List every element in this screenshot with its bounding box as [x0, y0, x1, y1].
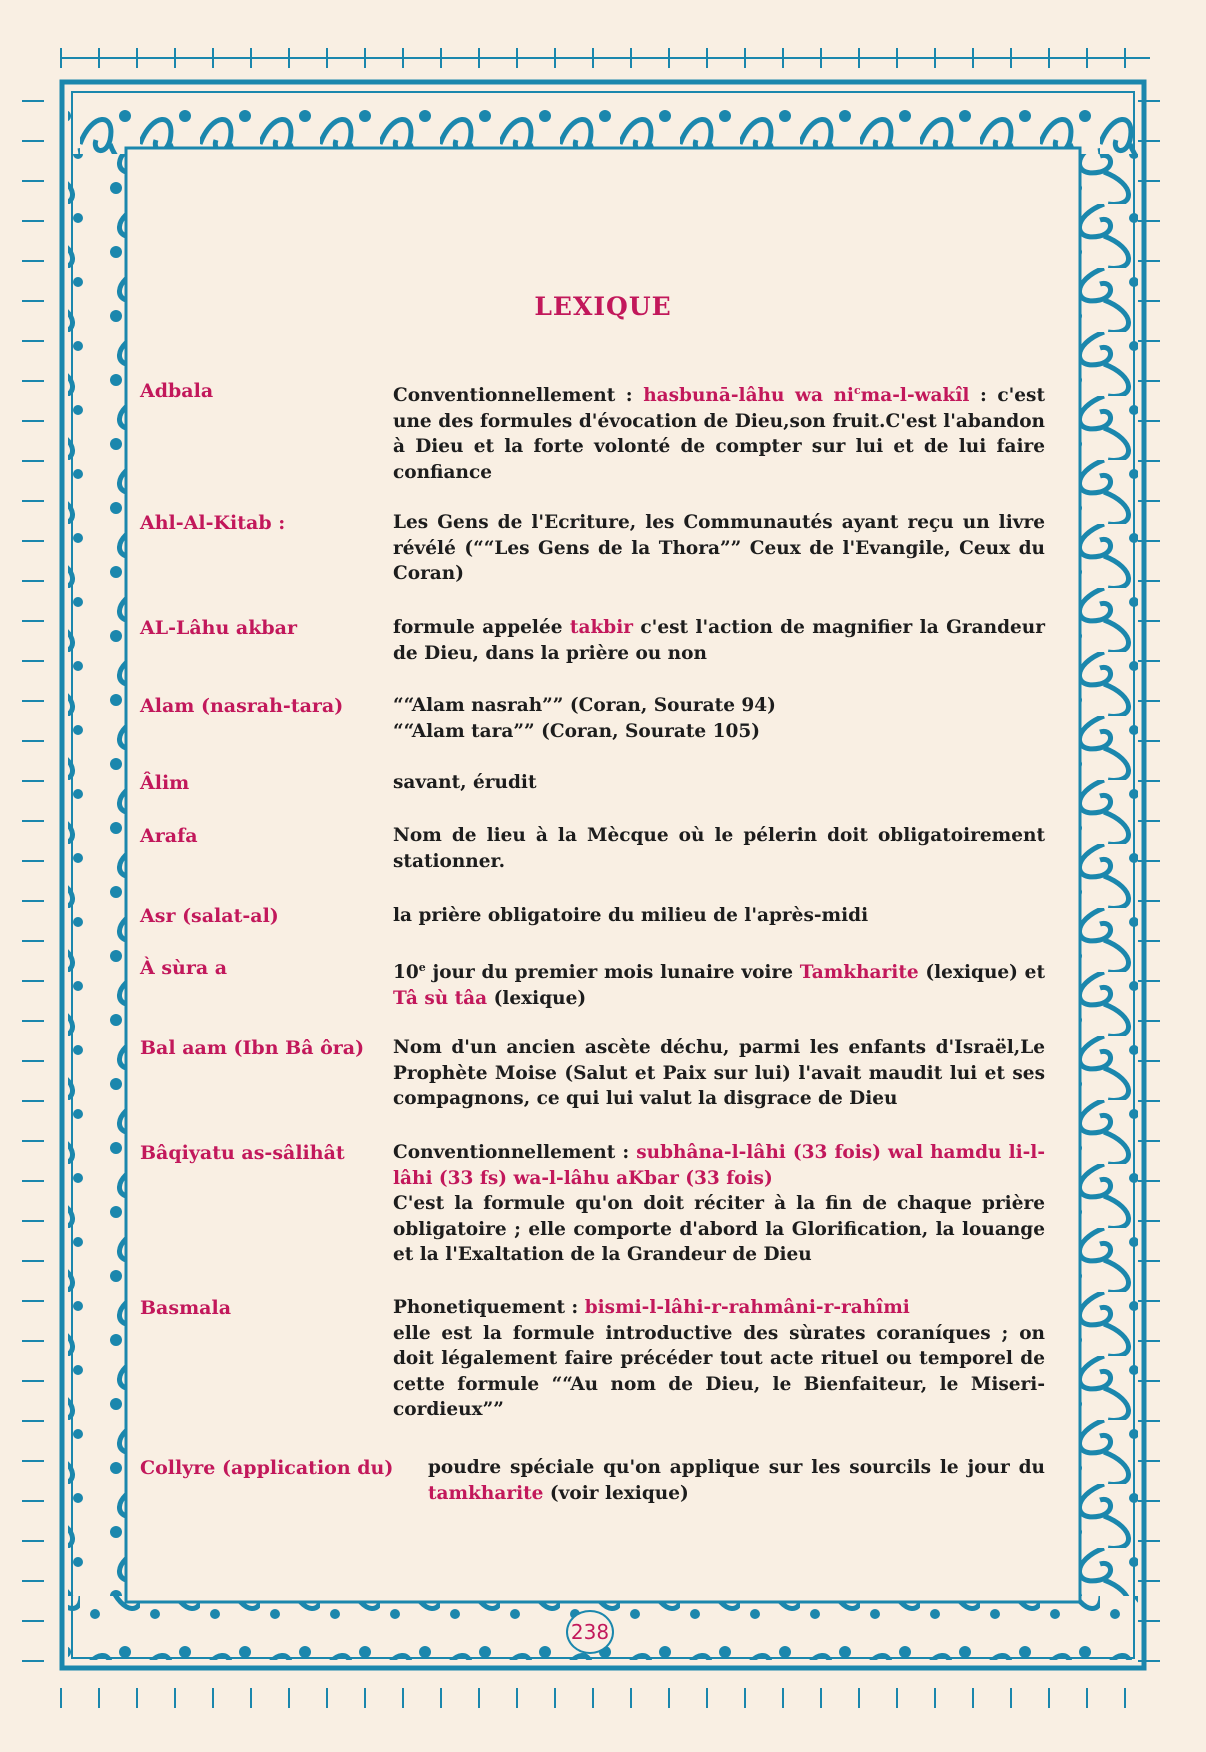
highlighted-term: Tamkharite	[799, 962, 919, 984]
entry-definition	[393, 903, 1045, 929]
definition-text: Phonetiquement :	[393, 1297, 585, 1318]
entry-term: Basmala	[140, 1297, 232, 1319]
definition-text: formule appelée	[393, 617, 570, 638]
definition-text: : c'est une des formules d'évocation de Dieu,son fruit.C'est l'abandon à Dieu et la forte volonté de compter sur lui et de lui faire confiance	[393, 385, 1046, 483]
page-title: LEXIQUE	[534, 292, 672, 321]
definition-text: Nom de lieu à la Mècque où le pélerin doit obligatoirement stationner.	[393, 825, 1045, 872]
entry-definition	[393, 1035, 1045, 1112]
definition-text: poudre spéciale qu'on applique sur les sourcils le jour du	[428, 1457, 1045, 1478]
highlighted-term: bismi-l-lâhi-r-rahmâni-r-rahîmi	[584, 1297, 910, 1318]
definition-text: ““Alam nasrah”” (Coran, Sourate 94)	[393, 695, 776, 716]
page-number: 238	[566, 1610, 614, 1654]
definition-text: jour du premier mois lunaire voire	[425, 962, 800, 984]
entry-term: Adbala	[140, 380, 214, 402]
entry-definition	[393, 770, 1045, 796]
entry-term: Ahl-Al-Kitab :	[140, 512, 286, 534]
highlighted-term: c	[853, 384, 861, 397]
definition-text: elle est la formule introductive des sùrates coraníques ; on doit légalement faire précéder tout acte rituel ou temporel de cette formule ““Au nom de Dieu, le Bienfaiteur, le Miseri-cordieux””	[393, 1322, 1045, 1420]
highlighted-term: hasbunā-lâhu wa ni	[643, 385, 854, 407]
definition-text: e	[418, 961, 426, 974]
entry-definition	[393, 615, 1045, 666]
highlighted-term: ma-l-wakîl	[860, 385, 970, 407]
highlighted-term: tamkharite	[428, 1482, 544, 1504]
entry-term: Bal aam (Ibn Bâ ôra)	[140, 1037, 365, 1059]
entry-definition	[393, 378, 1045, 485]
entry-term: Collyre (application du)	[140, 1457, 394, 1479]
definition-text: C'est la formule qu'on doit réciter à la fin de chaque prière obligatoire ; elle comporte d'abord la Glorification, la louange et la l'Exaltation de la Grandeur de Dieu	[393, 1193, 1045, 1265]
entry-term: Asr (salat-al)	[140, 905, 279, 927]
highlighted-term: subhâna-l-lâhi (33 fois) wal hamdu li-l-lâhi (33 fs) wa-l-lâhu aKbar (33 fois)	[393, 1142, 1046, 1189]
entry-definition	[393, 1140, 1045, 1268]
definition-text: Nom d'un ancien ascète déchu, parmi les enfants d'Israël,Le Prophète Moise (Salut et Paix sur lui) l'avait maudit lui et ses compagnons, ce qui lui valut la disgrace de Dieu	[393, 1037, 1045, 1109]
definition-text: Conventionnellement :	[393, 385, 644, 407]
definition-text: Conventionnellement :	[393, 1142, 637, 1163]
definition-text: Les Gens de l'Ecriture, les Communautés ayant reçu un livre révélé (““Les Gens de la Thora”” Ceux de l'Evangile, Ceux du Coran)	[393, 512, 1045, 584]
entry-definition	[428, 1455, 1045, 1506]
entry-term: Alam (nasrah-tara)	[140, 695, 344, 717]
definition-text: ““Alam tara”” (Coran, Sourate 105)	[393, 720, 761, 742]
entry-definition	[393, 693, 1045, 744]
definition-text: (lexique) et	[918, 962, 1045, 984]
entry-term: À sùra a	[140, 957, 228, 979]
entry-term: AL-Lâhu akbar	[140, 617, 297, 639]
highlighted-term: Tâ sù tâa	[393, 987, 488, 1009]
definition-text: savant, érudit	[393, 772, 537, 793]
definition-text: (voir lexique)	[543, 1482, 689, 1504]
definition-text: 10	[393, 962, 419, 984]
definition-text: (lexique)	[487, 987, 587, 1009]
entry-definition	[393, 1295, 1045, 1423]
definition-text: c'est l'action de magnifier la Grandeur de Dieu, dans la prière ou non	[393, 617, 1045, 664]
definition-text: la prière obligatoire du milieu de l'après-midi	[393, 905, 869, 926]
entry-definition	[393, 955, 1045, 1011]
entry-term: Arafa	[140, 825, 198, 847]
entry-definition	[393, 510, 1045, 587]
entry-term: Bâqiyatu as-sâlihât	[140, 1142, 345, 1164]
entry-definition	[393, 823, 1045, 874]
highlighted-term: takbir	[569, 617, 633, 638]
entry-term: Âlim	[140, 772, 190, 794]
